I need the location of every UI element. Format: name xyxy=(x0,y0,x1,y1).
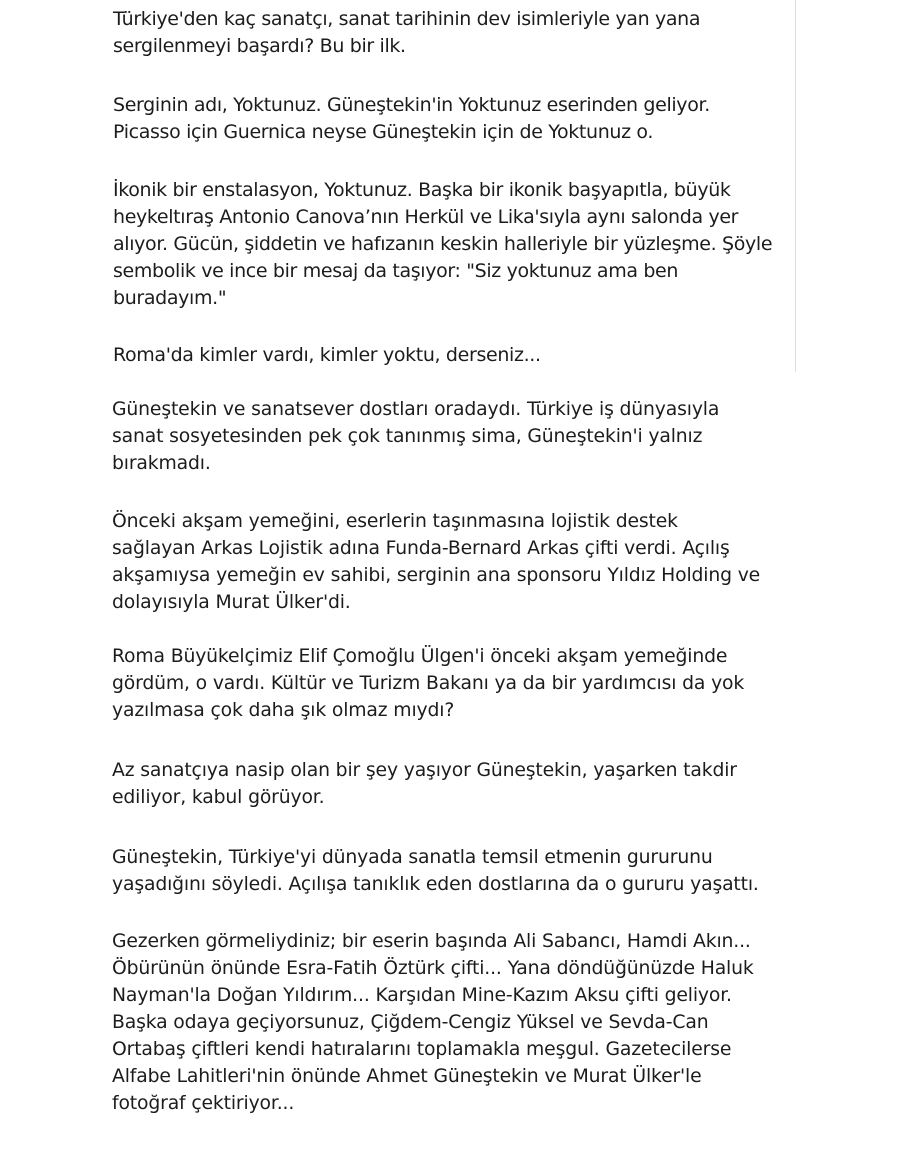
paragraph: Önceki akşam yemeğini, eserlerin taşınmasına lojistik destek sağlayan Arkas Lojistik adına Funda-Bernard Arkas çifti verdi. Açılış akşamıysa yemeğin ev sahibi, serginin ana sponsoru Yıldız Holding ve dolayısıyla Murat Ülker'di. xyxy=(112,511,761,613)
paragraph: Az sanatçıya nasip olan bir şey yaşıyor Güneştekin, yaşarken takdir ediliyor, kabul görüyor. xyxy=(112,760,737,808)
paragraph: Güneştekin, Türkiye'yi dünyada sanatla temsil etmenin gururunu yaşadığını söyledi. Açılışa tanıklık eden dostlarına da o gururu yaşattı. xyxy=(112,847,759,895)
paragraph: Roma Büyükelçimiz Elif Çomoğlu Ülgen'i önceki akşam yemeğinde gördüm, o vardı. Kültür ve Turizm Bakanı ya da bir yardımcısı da yok yazılmasa çok daha şık olmaz mıydı? xyxy=(112,646,745,721)
paragraph: Güneştekin ve sanatsever dostları oradaydı. Türkiye iş dünyasıyla sanat sosyetesinden pek çok tanınmış sima, Güneştekin'i yalnız bırakmadı. xyxy=(112,399,720,474)
paragraph: Gezerken görmeliydiniz; bir eserin başında Ali Sabancı, Hamdi Akın... Öbürünün önünde Esra-Fatih Öztürk çifti... Yana döndüğünüzde Haluk Nayman'la Doğan Yıldırım... Karşıdan Mine-Kazım Aksu çifti geliyor. Başka odaya geçiyorsunuz, Çiğdem-Cengiz Yüksel ve Sevda-Can Ortabaş çiftleri kendi hatıralarını toplamakla meşgul. Gazetecilerse Alfabe Lahitleri'nin önünde Ahmet Güneştekin ve Murat Ülker'le fotoğraf çektiriyor... xyxy=(112,931,754,1114)
paragraph: Roma'da kimler vardı, kimler yoktu, derseniz... xyxy=(113,344,541,366)
paragraph: İkonik bir enstalasyon, Yoktunuz. Başka bir ikonik başyapıtla, büyük heykeltıraş Antonio Canova’nın Herkül ve Lika'sıyla aynı salonda yer alıyor. Gücün, şiddetin ve hafızanın keskin halleriyle bir yüzleşme. Şöyle sembolik ve ince bir mesaj da taşıyor: "Siz yoktunuz ama ben buradayım." xyxy=(113,179,773,309)
paragraph: Serginin adı, Yoktunuz. Güneştekin'in Yoktunuz eserinden geliyor. Picasso için Guernica neyse Güneştekin için de Yoktunuz o. xyxy=(113,94,710,143)
paragraph: Türkiye'den kaç sanatçı, sanat tarihinin dev isimleriyle yan yana sergilenmeyi başardı? Bu bir ilk. xyxy=(113,8,701,57)
